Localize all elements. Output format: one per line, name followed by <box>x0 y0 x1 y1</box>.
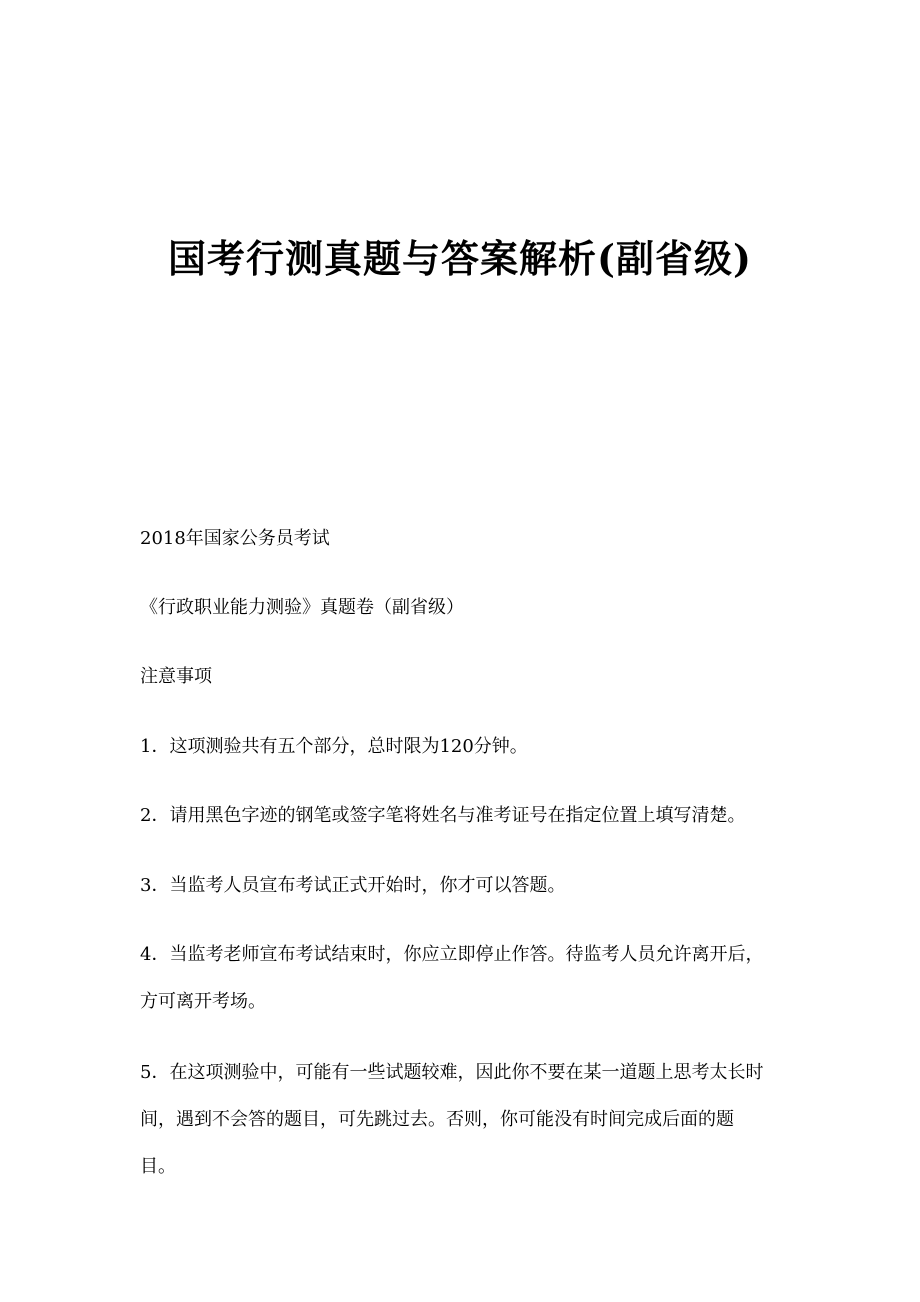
notice-item-3: 3．当监考人员宣布考试正式开始时，你才可以答题。 <box>140 875 566 896</box>
notice-item-5-line-1: 5．在这项测验中，可能有一些试题较难，因此你不要在某一道题上思考太长时 <box>140 1062 764 1083</box>
notice-item-4-line-1: 4．当监考老师宣布考试结束时，你应立即停止作答。待监考人员允许离开后， <box>140 944 764 965</box>
notice-item-5-line-3: 目。 <box>140 1156 176 1177</box>
exam-paper-name: 《行政职业能力测验》真题卷（副省级） <box>140 597 464 618</box>
notice-item-1: 1．这项测验共有五个部分，总时限为120分钟。 <box>140 736 528 757</box>
document-title: 国考行测真题与答案解析(副省级) <box>168 236 752 281</box>
notice-item-4-line-2: 方可离开考场。 <box>140 991 266 1012</box>
exam-year-line: 2018年国家公务员考试 <box>140 528 330 549</box>
notice-heading: 注意事项 <box>140 666 212 687</box>
notice-item-5-line-2: 间，遇到不会答的题目，可先跳过去。否则，你可能没有时间完成后面的题 <box>140 1109 734 1130</box>
notice-item-2: 2．请用黑色字迹的钢笔或签字笔将姓名与准考证号在指定位置上填写清楚。 <box>140 805 746 826</box>
